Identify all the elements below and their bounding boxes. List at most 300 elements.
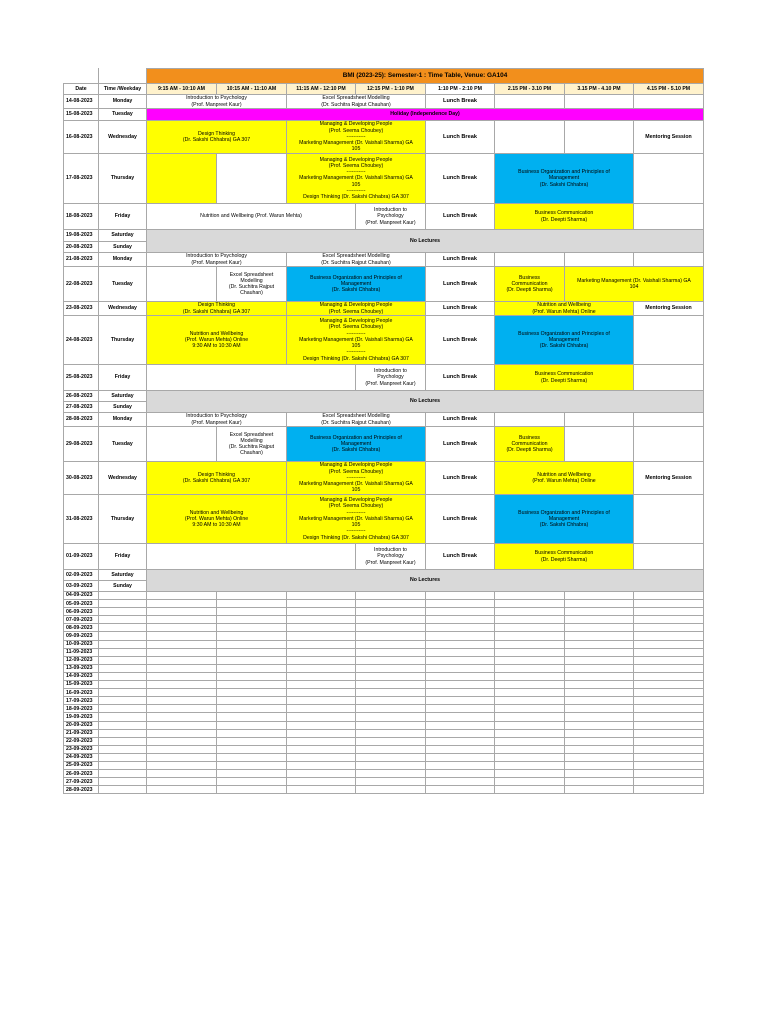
- cell-text-line: 105: [351, 522, 361, 529]
- cell-text-line: -----------: [346, 528, 366, 535]
- cell-text-line: Business Organization and Principles of: [518, 169, 610, 176]
- empty-slot-cell: [99, 681, 147, 689]
- empty-slot-cell: [217, 729, 287, 737]
- empty-slot-cell: [217, 608, 287, 616]
- empty-slot-cell: [356, 672, 426, 680]
- schedule-row: [64, 570, 704, 581]
- empty-slot-cell: [426, 697, 495, 705]
- cell-text-line: Marketing Management (Dr. Vaishali Sharma) GA: [577, 277, 691, 284]
- empty-slot-cell: [99, 672, 147, 680]
- empty-slot-cell: [634, 729, 704, 737]
- cell-text-line: Nutrition and Wellbeing (Prof. Warun Mehta): [200, 213, 302, 220]
- empty-slot-cell: [565, 737, 634, 745]
- cell-text-line: (Dr. Suchitra Rajput Chauhan): [321, 419, 391, 426]
- empty-slot-cell: [634, 204, 704, 230]
- lecture-cell: [495, 427, 565, 462]
- empty-slot-cell: [634, 413, 704, 427]
- empty-slot-cell: [495, 672, 565, 680]
- lecture-cell: [147, 413, 287, 427]
- empty-slot-cell: [565, 648, 634, 656]
- cell-text-line: Business Communication: [534, 210, 594, 217]
- cell-text-line: Holiday (Independence Day): [390, 111, 460, 118]
- cell-text-line: (Prof. Warun Mehta) Online: [532, 478, 596, 484]
- empty-slot-cell: [147, 544, 356, 570]
- empty-slot-cell: [217, 664, 287, 672]
- empty-slot-cell: [426, 608, 495, 616]
- column-header-weekday: Time /Weekday: [99, 84, 147, 95]
- cell-text-line: Design Thinking: [197, 471, 236, 478]
- empty-slot-cell: [147, 365, 356, 391]
- empty-slot-cell: [217, 761, 287, 769]
- lecture-cell: [287, 495, 426, 544]
- empty-slot-cell: [565, 616, 634, 624]
- empty-slot-cell: [634, 648, 704, 656]
- cell-text-line: Management: [548, 336, 580, 343]
- cell-text-line: Business Organization and Principles of: [518, 330, 610, 337]
- empty-slot-cell: [356, 778, 426, 786]
- cell-text-line: Lunch Break: [443, 213, 477, 220]
- title-row: [64, 69, 704, 84]
- lecture-cell: [356, 544, 426, 570]
- empty-slot-cell: [495, 753, 565, 761]
- empty-slot-cell: [565, 253, 634, 267]
- empty-slot-cell: [634, 632, 704, 640]
- date-cell: 14-09-2023: [64, 672, 99, 680]
- date-cell: 19-09-2023: [64, 713, 99, 721]
- cell-text-line: Nutrition and Wellbeing: [537, 302, 591, 309]
- date-cell: 31-08-2023: [64, 495, 99, 544]
- cell-text-line: -----------: [346, 509, 366, 516]
- cell-text-line: Lunch Break: [443, 280, 477, 287]
- empty-slot-cell: [634, 495, 704, 544]
- cell-text-line: -----------: [346, 474, 366, 481]
- empty-slot-cell: [565, 600, 634, 608]
- empty-slot-cell: [634, 616, 704, 624]
- cell-text-line: Marketing Management (Dr. Vaishali Sharma) GA: [299, 140, 413, 147]
- cell-text-line: Psychology: [377, 213, 404, 220]
- weekday-cell: Monday: [99, 413, 147, 427]
- empty-slot-cell: [426, 705, 495, 713]
- cell-text-line: (Prof. Seema Choubey): [328, 324, 384, 331]
- empty-slot-cell: [495, 745, 565, 753]
- empty-slot-cell: [495, 616, 565, 624]
- empty-slot-cell: [287, 632, 356, 640]
- empty-slot-cell: [634, 600, 704, 608]
- cell-text-line: (Prof. Seema Choubey): [328, 503, 384, 510]
- empty-slot-cell: [565, 95, 634, 109]
- cell-text-line: (Prof. Warun Mehta) Online: [184, 515, 249, 522]
- empty-slot-cell: [634, 664, 704, 672]
- date-cell: 20-08-2023: [64, 242, 99, 253]
- empty-date-row: [64, 664, 704, 672]
- weekday-cell: Saturday: [99, 230, 147, 242]
- cell-text-line: (Prof. Seema Choubey): [328, 468, 384, 475]
- empty-slot-cell: [99, 729, 147, 737]
- blank-cell: [64, 69, 99, 84]
- empty-slot-cell: [99, 713, 147, 721]
- empty-slot-cell: [217, 770, 287, 778]
- date-cell: 30-08-2023: [64, 462, 99, 495]
- cell-text-line: Modelling: [240, 437, 263, 444]
- empty-slot-cell: [426, 761, 495, 769]
- column-header-lunch: 1:10 PM - 2:10 PM: [426, 84, 495, 95]
- empty-slot-cell: [565, 608, 634, 616]
- empty-slot-cell: [426, 656, 495, 664]
- empty-slot-cell: [356, 753, 426, 761]
- empty-slot-cell: [287, 640, 356, 648]
- empty-slot-cell: [426, 624, 495, 632]
- empty-slot-cell: [356, 600, 426, 608]
- empty-slot-cell: [565, 413, 634, 427]
- cell-text-line: -----------: [346, 187, 366, 194]
- empty-slot-cell: [287, 592, 356, 600]
- empty-slot-cell: [147, 778, 217, 786]
- schedule-row: [64, 391, 704, 402]
- empty-slot-cell: [495, 413, 565, 427]
- weekday-cell: Monday: [99, 95, 147, 109]
- empty-slot-cell: [217, 672, 287, 680]
- cell-text-line: Excel Spreadsheet Modelling: [322, 253, 390, 260]
- cell-text-line: Lunch Break: [443, 474, 477, 481]
- empty-slot-cell: [495, 681, 565, 689]
- cell-text-line: Management: [548, 175, 580, 182]
- lunch-break-cell: [426, 365, 495, 391]
- mentoring-session-cell: [634, 121, 704, 154]
- lecture-cell: [217, 427, 287, 462]
- cell-text-line: Excel Spreadsheet Modelling: [322, 95, 390, 102]
- empty-date-row: [64, 681, 704, 689]
- date-cell: 15-08-2023: [64, 109, 99, 121]
- cell-text-line: -----------: [346, 133, 366, 140]
- empty-slot-cell: [287, 616, 356, 624]
- empty-slot-cell: [495, 705, 565, 713]
- empty-slot-cell: [565, 713, 634, 721]
- lecture-cell: [287, 95, 426, 109]
- empty-slot-cell: [634, 608, 704, 616]
- empty-slot-cell: [147, 689, 217, 697]
- lecture-cell: [287, 462, 426, 495]
- empty-slot-cell: [287, 770, 356, 778]
- cell-text-line: (Prof. Warun Mehta) Online: [184, 336, 249, 343]
- cell-text-line: Business Organization and Principles of: [310, 434, 402, 441]
- empty-slot-cell: [356, 632, 426, 640]
- schedule-row: [64, 253, 704, 267]
- empty-slot-cell: [356, 656, 426, 664]
- empty-slot-cell: [426, 600, 495, 608]
- empty-slot-cell: [147, 770, 217, 778]
- empty-date-row: [64, 705, 704, 713]
- date-cell: 09-09-2023: [64, 632, 99, 640]
- empty-date-row: [64, 729, 704, 737]
- empty-slot-cell: [287, 697, 356, 705]
- empty-slot-cell: [634, 681, 704, 689]
- empty-slot-cell: [426, 721, 495, 729]
- empty-slot-cell: [495, 121, 565, 154]
- empty-slot-cell: [147, 640, 217, 648]
- empty-slot-cell: [99, 737, 147, 745]
- date-cell: 24-09-2023: [64, 753, 99, 761]
- lecture-cell: [495, 495, 634, 544]
- cell-text-line: Introduction to Psychology: [186, 95, 247, 102]
- empty-slot-cell: [634, 770, 704, 778]
- weekday-cell: Wednesday: [99, 462, 147, 495]
- empty-slot-cell: [287, 648, 356, 656]
- empty-slot-cell: [426, 632, 495, 640]
- lecture-cell: [287, 427, 426, 462]
- empty-slot-cell: [287, 721, 356, 729]
- cell-text-line: (Dr. Sakshi Chhabra): [539, 522, 589, 529]
- empty-slot-cell: [217, 721, 287, 729]
- cell-text-line: Managing & Developing People: [319, 156, 393, 163]
- cell-text-line: (Dr. Sakshi Chhabra): [331, 287, 381, 294]
- date-cell: 26-09-2023: [64, 770, 99, 778]
- empty-slot-cell: [634, 154, 704, 204]
- cell-text-line: 105: [351, 181, 361, 188]
- cell-text-line: No Lectures: [410, 398, 440, 405]
- cell-text-line: (Dr. Deepti Sharma): [506, 447, 553, 454]
- date-cell: 08-09-2023: [64, 624, 99, 632]
- empty-slot-cell: [99, 705, 147, 713]
- weekday-cell: Saturday: [99, 391, 147, 402]
- empty-slot-cell: [495, 600, 565, 608]
- empty-slot-cell: [356, 592, 426, 600]
- empty-slot-cell: [426, 648, 495, 656]
- weekday-cell: Thursday: [99, 316, 147, 365]
- cell-text-line: 105: [351, 487, 361, 494]
- empty-slot-cell: [217, 656, 287, 664]
- date-cell: 13-09-2023: [64, 664, 99, 672]
- cell-text-line: Nutrition and Wellbeing: [537, 471, 591, 478]
- lunch-break-cell: [426, 427, 495, 462]
- schedule-row: [64, 121, 704, 154]
- empty-slot-cell: [217, 600, 287, 608]
- empty-slot-cell: [147, 681, 217, 689]
- lunch-break-cell: [426, 544, 495, 570]
- lecture-cell: [356, 365, 426, 391]
- empty-slot-cell: [634, 697, 704, 705]
- date-cell: 24-08-2023: [64, 316, 99, 365]
- lunch-break-cell: [426, 121, 495, 154]
- empty-slot-cell: [217, 616, 287, 624]
- empty-slot-cell: [634, 778, 704, 786]
- cell-text-line: (Prof. Manpreet Kaur): [365, 219, 416, 226]
- cell-text-line: (Dr. Suchitra Rajput: [228, 444, 275, 450]
- cell-text-line: 105: [351, 146, 361, 153]
- lecture-cell: [565, 267, 704, 302]
- empty-slot-cell: [495, 689, 565, 697]
- cell-text-line: Lunch Break: [443, 374, 477, 381]
- column-header-date: Date: [64, 84, 99, 95]
- empty-slot-cell: [495, 632, 565, 640]
- cell-text-line: (Dr. Deepti Sharma): [540, 556, 588, 563]
- empty-slot-cell: [426, 745, 495, 753]
- weekday-cell: Tuesday: [99, 267, 147, 302]
- empty-slot-cell: [217, 624, 287, 632]
- lecture-cell: [147, 302, 287, 316]
- column-header-slot-2: 10:15 AM - 11:10 AM: [217, 84, 287, 95]
- empty-slot-cell: [147, 592, 217, 600]
- empty-slot-cell: [99, 632, 147, 640]
- cell-text-line: (Prof. Warun Mehta) Online: [532, 308, 596, 315]
- empty-slot-cell: [426, 672, 495, 680]
- cell-text-line: Communication: [511, 280, 548, 287]
- empty-slot-cell: [99, 624, 147, 632]
- no-lectures-cell: [147, 391, 704, 413]
- schedule-row: [64, 495, 704, 544]
- empty-date-row: [64, 640, 704, 648]
- empty-slot-cell: [147, 608, 217, 616]
- empty-date-row: [64, 689, 704, 697]
- weekday-cell: Friday: [99, 365, 147, 391]
- cell-text-line: Modelling: [240, 277, 263, 284]
- date-cell: 07-09-2023: [64, 616, 99, 624]
- cell-text-line: (Prof. Seema Choubey): [328, 308, 384, 315]
- empty-slot-cell: [565, 729, 634, 737]
- empty-slot-cell: [147, 624, 217, 632]
- schedule-row: [64, 302, 704, 316]
- empty-slot-cell: [426, 786, 495, 794]
- empty-slot-cell: [495, 737, 565, 745]
- empty-slot-cell: [99, 721, 147, 729]
- cell-text-line: (Dr. Suchitra Rajput Chauhan): [321, 259, 391, 266]
- lunch-break-cell: [426, 267, 495, 302]
- empty-slot-cell: [356, 737, 426, 745]
- empty-slot-cell: [217, 713, 287, 721]
- empty-slot-cell: [287, 608, 356, 616]
- date-cell: 16-08-2023: [64, 121, 99, 154]
- empty-slot-cell: [356, 616, 426, 624]
- empty-slot-cell: [217, 697, 287, 705]
- empty-slot-cell: [634, 761, 704, 769]
- empty-slot-cell: [495, 95, 565, 109]
- cell-text-line: Lunch Break: [443, 175, 477, 182]
- cell-text-line: (Dr. Suchitra Rajput Chauhan): [321, 101, 391, 108]
- date-cell: 17-09-2023: [64, 697, 99, 705]
- cell-text-line: Marketing Management (Dr. Vaishali Sharma) GA: [299, 336, 413, 343]
- cell-text-line: (Dr. Sakshi Chhabra): [539, 181, 589, 188]
- cell-text-line: Lunch Break: [443, 336, 477, 343]
- weekday-cell: Saturday: [99, 570, 147, 581]
- cell-text-line: Managing & Developing People: [319, 121, 393, 128]
- empty-slot-cell: [565, 672, 634, 680]
- no-lectures-cell: [147, 230, 704, 253]
- cell-text-line: (Dr. Sakshi Chhabra): [331, 447, 381, 454]
- empty-slot-cell: [565, 656, 634, 664]
- empty-slot-cell: [426, 737, 495, 745]
- weekday-cell: Sunday: [99, 242, 147, 253]
- lunch-break-cell: [426, 204, 495, 230]
- empty-slot-cell: [147, 648, 217, 656]
- empty-slot-cell: [99, 689, 147, 697]
- date-cell: 10-09-2023: [64, 640, 99, 648]
- empty-slot-cell: [217, 786, 287, 794]
- empty-slot-cell: [634, 786, 704, 794]
- empty-slot-cell: [287, 729, 356, 737]
- empty-slot-cell: [356, 745, 426, 753]
- empty-slot-cell: [217, 689, 287, 697]
- empty-slot-cell: [356, 761, 426, 769]
- cell-text-line: Marketing Management (Dr. Vaishali Sharma) GA: [299, 515, 413, 522]
- empty-slot-cell: [356, 648, 426, 656]
- cell-text-line: (Dr. Sakshi Chhabra) GA 307: [182, 478, 251, 484]
- cell-text-line: Design Thinking (Dr. Sakshi Chhabra) GA 307: [303, 194, 409, 200]
- empty-slot-cell: [287, 705, 356, 713]
- blank-cell: [99, 69, 147, 84]
- empty-slot-cell: [356, 664, 426, 672]
- empty-slot-cell: [495, 592, 565, 600]
- empty-slot-cell: [217, 737, 287, 745]
- cell-text-line: Nutrition and Wellbeing: [189, 330, 244, 337]
- cell-text-line: Nutrition and Wellbeing: [189, 509, 244, 516]
- lecture-cell: [147, 495, 287, 544]
- empty-slot-cell: [634, 656, 704, 664]
- date-cell: 25-09-2023: [64, 761, 99, 769]
- empty-slot-cell: [565, 427, 634, 462]
- empty-slot-cell: [634, 640, 704, 648]
- empty-slot-cell: [634, 689, 704, 697]
- weekday-cell: Wednesday: [99, 121, 147, 154]
- empty-slot-cell: [99, 600, 147, 608]
- empty-slot-cell: [565, 721, 634, 729]
- weekday-cell: Tuesday: [99, 427, 147, 462]
- empty-slot-cell: [634, 672, 704, 680]
- date-cell: 02-09-2023: [64, 570, 99, 581]
- cell-text-line: Management: [548, 515, 580, 522]
- cell-text-line: (Prof. Manpreet Kaur): [191, 259, 242, 266]
- cell-text-line: -----------: [346, 169, 366, 176]
- cell-text-line: Management: [340, 440, 372, 447]
- date-cell: 05-09-2023: [64, 600, 99, 608]
- empty-slot-cell: [287, 745, 356, 753]
- empty-slot-cell: [565, 778, 634, 786]
- cell-text-line: Business Communication: [534, 550, 594, 557]
- column-header-slot-7: 4.15 PM - 5.10 PM: [634, 84, 704, 95]
- cell-text-line: Lunch Break: [443, 515, 477, 522]
- cell-text-line: (Dr. Sakshi Chhabra) GA 307: [182, 308, 251, 315]
- empty-slot-cell: [356, 640, 426, 648]
- date-cell: 23-09-2023: [64, 745, 99, 753]
- empty-slot-cell: [356, 697, 426, 705]
- cell-text-line: Managing & Developing People: [319, 462, 393, 469]
- empty-slot-cell: [495, 608, 565, 616]
- schedule-row: [64, 154, 704, 204]
- header-row: [64, 84, 704, 95]
- empty-slot-cell: [99, 592, 147, 600]
- empty-date-row: [64, 672, 704, 680]
- empty-slot-cell: [99, 608, 147, 616]
- lecture-cell: [287, 302, 426, 316]
- date-cell: 15-09-2023: [64, 681, 99, 689]
- empty-slot-cell: [147, 656, 217, 664]
- empty-slot-cell: [565, 664, 634, 672]
- date-cell: 18-09-2023: [64, 705, 99, 713]
- cell-text-line: Lunch Break: [443, 98, 477, 105]
- empty-slot-cell: [634, 721, 704, 729]
- empty-slot-cell: [356, 786, 426, 794]
- schedule-row: [64, 365, 704, 391]
- lecture-cell: [495, 204, 634, 230]
- cell-text-line: Introduction to Psychology: [186, 413, 247, 420]
- lunch-break-cell: [426, 154, 495, 204]
- cell-text-line: Introduction to: [374, 368, 407, 375]
- empty-slot-cell: [565, 121, 634, 154]
- date-cell: 16-09-2023: [64, 689, 99, 697]
- empty-slot-cell: [634, 316, 704, 365]
- lunch-break-cell: [426, 413, 495, 427]
- cell-text-line: Excel Spreadsheet: [229, 431, 274, 438]
- empty-slot-cell: [634, 753, 704, 761]
- empty-slot-cell: [356, 681, 426, 689]
